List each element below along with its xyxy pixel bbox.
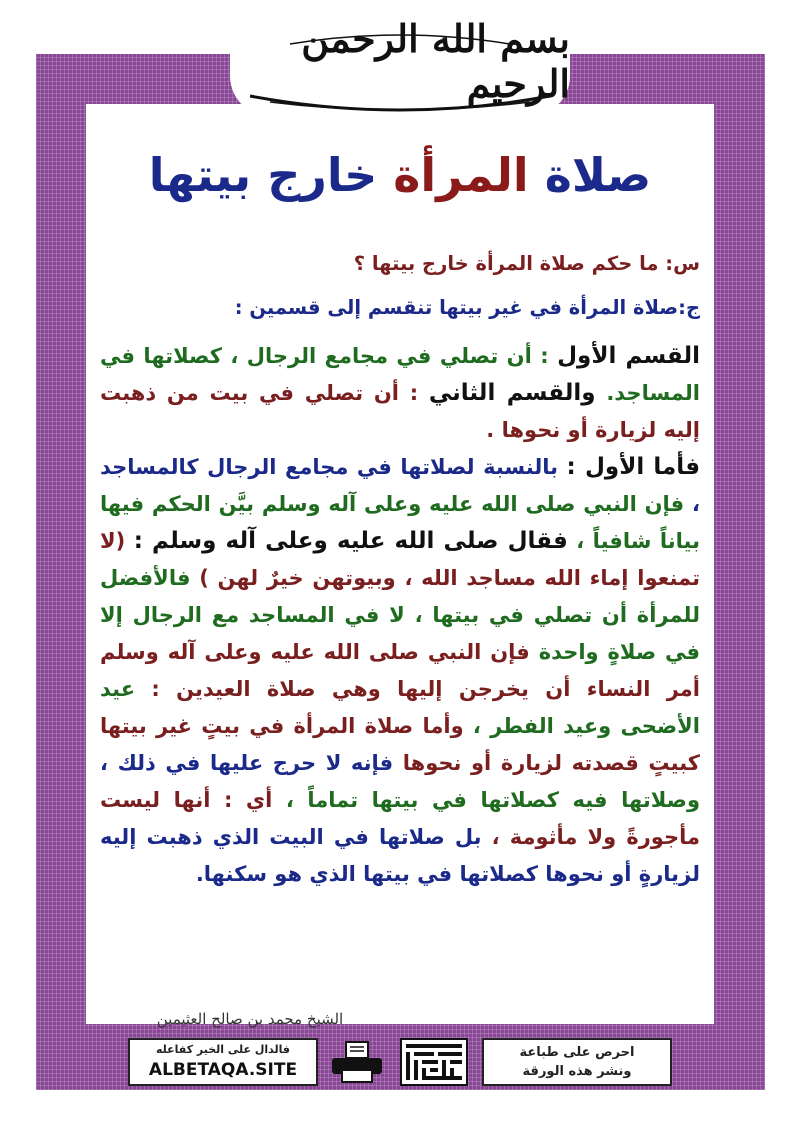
signature: الشيخ محمد بن صالح العثيمين — [156, 1010, 344, 1028]
printer-icon — [328, 1040, 386, 1084]
title-word-3: خارج بيتها — [148, 148, 378, 202]
article-body — [100, 248, 700, 893]
paragraph-part-6: عيد الأضحى وعيد الفطر ، — [100, 677, 700, 738]
title-word-2: المرأة — [393, 148, 529, 202]
paragraph-part-1: بالنسبة لصلاتها في مجامع الرجال كالمساجد ، — [100, 455, 701, 516]
paragraph-part-4: فالأفضل للمرأة أن تصلي في بيتها ، لا في المساجد مع الرجال إلا في صلاةٍ واحدة — [100, 566, 701, 664]
section-one-text: : أن تصلي في مجامع الرجال ، كصلاتها في المساجد. — [100, 344, 700, 405]
basmala-header — [230, 6, 570, 116]
footer-site-url[interactable]: ALBETAQA.SITE — [148, 1060, 298, 1080]
paragraph-part-9: وصلاتها فيه كصلاتها في بيتها تماماً ، — [285, 788, 700, 812]
section-two-heading: والقسم الثاني — [428, 380, 596, 406]
title-word-1: صلاة — [544, 148, 652, 202]
paragraph-part-2: فإن النبي صلى الله عليه وعلى آله وسلم بيَّن الحكم فيها بياناً شافياً ، — [100, 492, 700, 553]
paragraph-part-3: فقال صلى الله عليه وعلى آله وسلم : — [133, 528, 568, 554]
footer-print-box — [482, 1038, 672, 1086]
paragraph-part-7: وأما صلاة المرأة في بيتٍ غير بيتها كبيتٍ قصدته لزيارة أو نحوها — [100, 714, 700, 775]
site-logo — [400, 1038, 468, 1086]
basmala-text: بسم الله الرحمن الرحيم — [301, 16, 570, 106]
fatwa-paragraph — [100, 338, 700, 893]
paragraph-part-10: أي : أنها ليست مأجورةً ولا مأثومة ، — [100, 788, 700, 849]
paragraph-part-8: فإنه لا حرج عليها في ذلك ، — [100, 751, 394, 775]
section-one-heading: القسم الأول — [557, 343, 701, 369]
footer-print-line-2: ونشر هذه الورقة — [522, 1064, 632, 1079]
page-title — [86, 140, 714, 210]
footer-print-line-1: احرص على طباعة — [519, 1045, 635, 1060]
footer-bar — [128, 1038, 672, 1086]
section-two-text: : أن تصلي في بيت من ذهبت إليه لزيارة أو نحوها . — [100, 381, 700, 442]
footer-slogan: فالدال على الخير كفاعله — [155, 1043, 291, 1056]
question-line: س: ما حكم صلاة المرأة خارج بيتها ؟ — [353, 252, 700, 275]
paragraph-intro: فأما الأول : — [566, 454, 700, 480]
answer-intro: ج:صلاة المرأة في غير بيتها تنقسم إلى قسمين : — [234, 296, 700, 319]
paragraph-part-11: بل صلاتها في البيت الذي ذهبت إليه لزيارةٍ أو نحوها كصلاتها في بيتها الذي هو سكنها. — [100, 825, 700, 886]
paragraph-part-5: فإن النبي صلى الله عليه وعلى آله وسلم أمر النساء أن يخرجن إليها وهي صلاة العيدين : — [100, 640, 700, 701]
hadith-quote: (لا تمنعوا إماء الله مساجد الله ، وبيوتهن خيرٌ لهن ) — [100, 529, 700, 590]
footer-site-box — [128, 1038, 318, 1086]
